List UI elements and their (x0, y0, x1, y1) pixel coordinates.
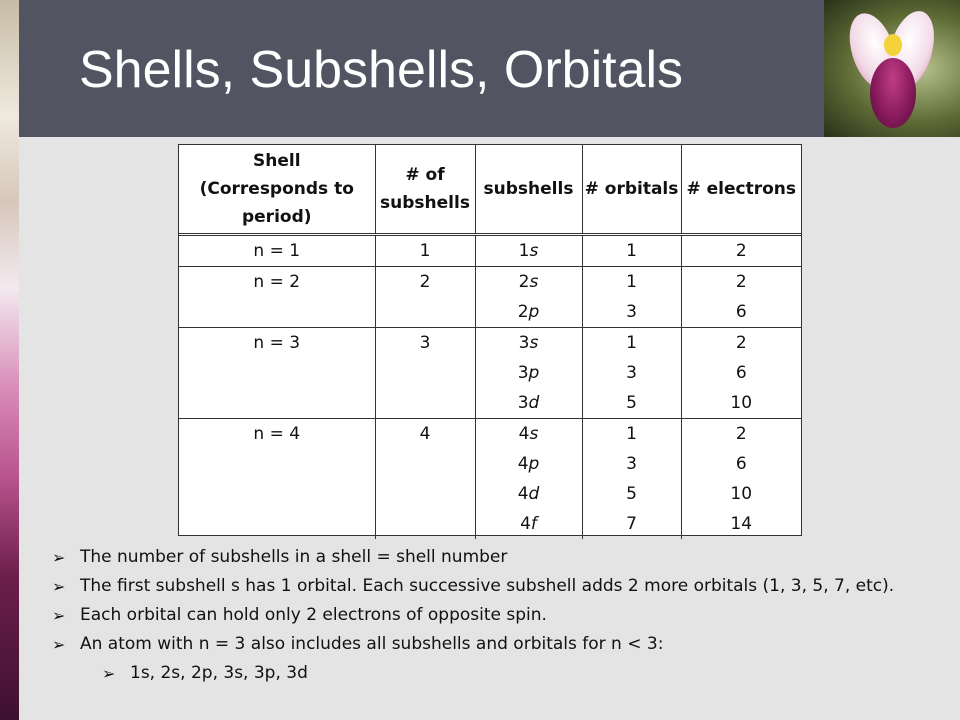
header-num-subshells (375, 145, 475, 235)
shell-cell (179, 328, 375, 419)
orchid-center (884, 34, 902, 56)
orbitals-value: 5 (626, 393, 637, 413)
orchid-lip (870, 58, 916, 128)
electrons-value: 2 (735, 424, 747, 444)
orbitals-value: 1 (626, 272, 637, 292)
electrons-value: 6 (735, 363, 747, 383)
subshell-letter: p (528, 454, 540, 474)
bullet-item (52, 601, 932, 630)
subshell-letter: d (528, 393, 540, 413)
subshell-letter: p (528, 302, 540, 322)
orbitals-value: 1 (626, 241, 637, 261)
subshell-number: 3 (518, 333, 530, 353)
subshell-label (476, 509, 582, 539)
subshell-letter: s (529, 241, 539, 261)
orchid-image (824, 0, 960, 137)
shell-cell (179, 235, 375, 267)
electrons-value: 10 (730, 393, 753, 413)
subshell-count-cell (375, 328, 475, 419)
subshell-number: 2 (517, 302, 529, 322)
bullet-text: The first subshell s has 1 orbital. Each successive subshell adds 2 more orbitals (1, 3, 5, 7, etc). (80, 576, 895, 596)
subshell-count-value: 4 (419, 424, 431, 444)
bullet-item (52, 543, 932, 572)
table-row (179, 267, 801, 328)
electrons-value: 2 (735, 241, 747, 261)
orbitals-cell (582, 267, 681, 328)
subshell-count-cell (375, 235, 475, 267)
electrons-cell (681, 267, 801, 328)
arrowhead-bullet-icon: ➢ (52, 548, 66, 567)
electrons-cell (681, 419, 801, 540)
shell-cell (179, 267, 375, 328)
subshell-number: 4 (517, 484, 529, 504)
subshell-letter: p (528, 363, 540, 383)
subshell-number: 1 (518, 241, 530, 261)
subshell-letter: d (528, 484, 540, 504)
bullet-item (52, 630, 932, 659)
header-shell (179, 145, 375, 235)
slide-title: Shells, Subshells, Orbitals (79, 41, 684, 99)
shells-table-grid (179, 145, 801, 539)
subshell-label (476, 297, 582, 327)
table-row (179, 235, 801, 267)
subshell-count-value: 3 (419, 333, 431, 353)
shell-value: n = 3 (253, 333, 301, 353)
subshells-cell (475, 328, 582, 419)
bullet-text: The number of subshells in a shell = shell number (80, 547, 508, 567)
subshell-label (476, 388, 582, 418)
subshell-count-value: 2 (419, 272, 431, 292)
orbitals-value: 7 (626, 514, 637, 534)
shell-cell (179, 419, 375, 540)
orbitals-cell (582, 235, 681, 267)
subshell-letter: s (529, 272, 539, 292)
subshell-label (476, 449, 582, 479)
title-bar (19, 0, 824, 137)
shell-value: n = 2 (253, 272, 301, 292)
orbitals-value: 3 (626, 363, 637, 383)
subshell-count-cell (375, 267, 475, 328)
header-num-subshells-line2: subshells (380, 193, 470, 213)
subshell-count-cell (375, 419, 475, 540)
header-subshells: subshells (475, 145, 582, 235)
electrons-value: 14 (730, 514, 753, 534)
arrowhead-bullet-icon: ➢ (52, 577, 66, 596)
bullet-item (102, 659, 932, 688)
subshell-number: 4 (518, 424, 530, 444)
bullet-item (52, 572, 932, 601)
subshell-number: 2 (518, 272, 530, 292)
arrowhead-bullet-icon: ➢ (52, 606, 66, 625)
electrons-cell (681, 328, 801, 419)
subshells-cell (475, 419, 582, 540)
header-shell-line2: (Corresponds to (199, 179, 354, 199)
subshell-label (476, 328, 582, 358)
orbitals-cell (582, 328, 681, 419)
table-row (179, 328, 801, 419)
orbitals-value: 3 (626, 302, 637, 322)
electrons-value: 6 (735, 454, 747, 474)
subshell-label (476, 236, 582, 266)
table-header-row (179, 145, 801, 235)
subshell-number: 3 (517, 363, 529, 383)
shell-value: n = 4 (253, 424, 301, 444)
subshell-count-value: 1 (419, 241, 431, 261)
electrons-value: 2 (735, 333, 747, 353)
orbitals-value: 3 (626, 454, 637, 474)
subshells-cell (475, 235, 582, 267)
shell-value: n = 1 (253, 241, 301, 261)
header-orbitals: # orbitals (582, 145, 681, 235)
electrons-cell (681, 235, 801, 267)
orbitals-value: 1 (626, 424, 637, 444)
header-electrons: # electrons (681, 145, 801, 235)
orchid-decoration-left (0, 0, 19, 720)
subshell-label (476, 479, 582, 509)
orbitals-cell (582, 419, 681, 540)
header-shell-line3: period) (241, 207, 312, 227)
electrons-value: 10 (730, 484, 753, 504)
subshell-label (476, 267, 582, 297)
table-row (179, 419, 801, 540)
subshell-number: 3 (517, 393, 529, 413)
subshell-letter: f (530, 514, 537, 534)
subshell-letter: s (529, 333, 539, 353)
shells-table (178, 144, 802, 536)
arrowhead-bullet-icon: ➢ (52, 635, 66, 654)
subshells-cell (475, 267, 582, 328)
arrowhead-bullet-icon: ➢ (102, 664, 116, 683)
subshell-letter: s (529, 424, 539, 444)
orbitals-value: 1 (626, 333, 637, 353)
bullet-text: Each orbital can hold only 2 electrons of opposite spin. (80, 605, 547, 625)
bullet-list (52, 543, 932, 688)
electrons-value: 6 (735, 302, 747, 322)
table-body (179, 235, 801, 540)
subshell-number: 4 (517, 454, 529, 474)
orbitals-value: 5 (626, 484, 637, 504)
header-num-subshells-line1: # of (405, 165, 445, 185)
subshell-label (476, 358, 582, 388)
electrons-value: 2 (735, 272, 747, 292)
subshell-label (476, 419, 582, 449)
bullet-text: An atom with n = 3 also includes all subshells and orbitals for n < 3: (80, 634, 664, 654)
header-shell-line1: Shell (252, 151, 301, 171)
subshell-number: 4 (520, 514, 531, 534)
bullet-text: 1s, 2s, 2p, 3s, 3p, 3d (130, 663, 308, 683)
